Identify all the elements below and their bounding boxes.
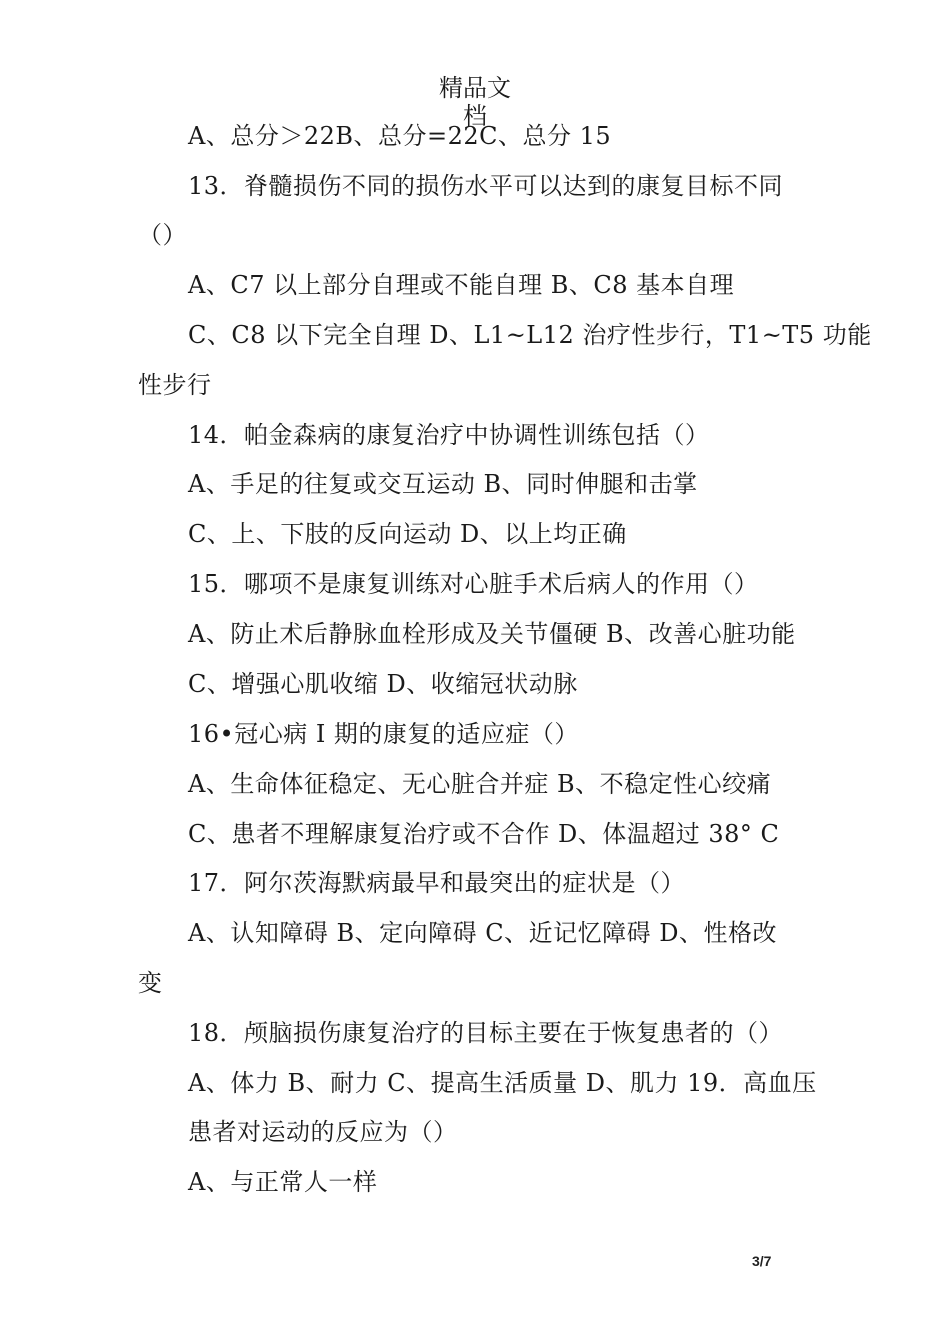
header-title-line-2: 档 (463, 102, 487, 130)
text-line: C、增强心肌收缩 D、收缩冠状动脉 (188, 670, 578, 698)
question-13: 13．脊髓损伤不同的损伤水平可以达到的康复目标不同 (188, 172, 784, 200)
text-line: 性步行 (138, 371, 212, 399)
header-title-line-1: 精品文 (439, 74, 511, 102)
text-line: A、体力 B、耐力 C、提高生活质量 D、肌力 19．高血压 (188, 1069, 817, 1097)
text-line: A、生命体征稳定、无心脏合并症 B、不稳定性心绞痛 (188, 770, 772, 798)
text-line: A、手足的往复或交互运动 B、同时伸腿和击掌 (188, 470, 698, 498)
text-line: A、与正常人一样 (188, 1168, 378, 1196)
text-line: C、C8 以下完全自理 D、L1~L12 治疗性步行，T1~T5 功能 (188, 321, 872, 349)
question-14: 14．帕金森病的康复治疗中协调性训练包括（） (188, 421, 710, 449)
text-line: （） (138, 221, 187, 249)
text-line: C、上、下肢的反向运动 D、以上均正确 (188, 520, 627, 548)
text-line: C、患者不理解康复治疗或不合作 D、体温超过 38° C (188, 820, 780, 848)
question-17: 17．阿尔茨海默病最早和最突出的症状是（） (188, 869, 686, 897)
text-line: A、认知障碍 B、定向障碍 C、近记忆障碍 D、性格改 (188, 919, 777, 947)
page-number: 3/7 (752, 1253, 772, 1269)
text-line: 变 (138, 969, 163, 997)
text-line: 患者对运动的反应为（） (188, 1118, 458, 1146)
text-line: A、总分＞22B、总分=22C、总分 15 (188, 122, 612, 150)
text-line: A、C7 以上部分自理或不能自理 B、C8 基本自理 (188, 271, 735, 299)
text-line: A、防止术后静脉血栓形成及关节僵硬 B、改善心脏功能 (188, 620, 796, 648)
question-15: 15．哪项不是康复训练对心脏手术后病人的作用（） (188, 570, 759, 598)
question-16: 16•冠心病 I 期的康复的适应症（） (188, 720, 579, 748)
question-18: 18．颅脑损伤康复治疗的目标主要在于恢复患者的（） (188, 1019, 784, 1047)
